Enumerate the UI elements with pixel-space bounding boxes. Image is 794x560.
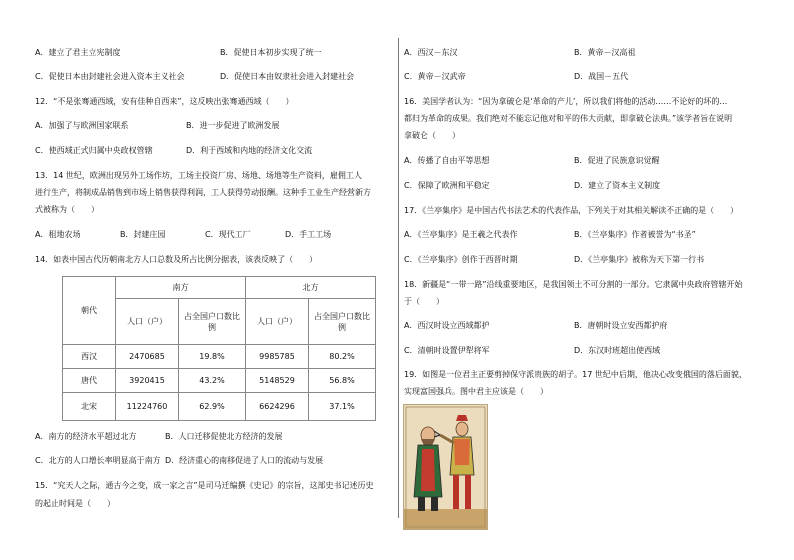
q17-option-a: A．《兰亭集序》是王羲之代表作 bbox=[404, 230, 518, 239]
q18-option-b: B．唐朝时设立安西都护府 bbox=[574, 321, 668, 330]
cell-south-pop: 11224760 bbox=[116, 393, 179, 421]
table-row bbox=[63, 369, 376, 393]
q12-option-b: B．进一步促进了欧洲发展 bbox=[186, 121, 280, 130]
cell-south-ratio: 19.8% bbox=[179, 345, 246, 369]
q11-option-c: C．促使日本由封建社会进入资本主义社会 bbox=[35, 72, 185, 81]
q13-stem-line1: 13．14 世纪，欧洲出现另外工场作坊，工场主投资厂房、场地、场地等生产资料，雇佣工人 bbox=[35, 171, 362, 180]
cell-north-ratio: 80.2% bbox=[309, 345, 376, 369]
table-subheader-south-ratio: 占全国户口数比 例 bbox=[179, 299, 246, 345]
cell-dynasty: 西汉 bbox=[63, 345, 116, 369]
q13-option-d: D．手工工场 bbox=[285, 230, 332, 239]
column-divider bbox=[398, 38, 399, 518]
q11-option-b: B．促使日本初步实现了统一 bbox=[220, 48, 322, 57]
q17-option-b: B．《兰亭集序》作者被誉为“书圣” bbox=[574, 230, 696, 239]
table-header-south: 南方 bbox=[116, 277, 246, 299]
q18-option-a: A．西汉时设立西域都护 bbox=[404, 321, 490, 330]
table-header-dynasty: 朝代 bbox=[63, 277, 116, 345]
cell-south-ratio: 43.2% bbox=[179, 369, 246, 393]
cell-north-pop: 9985785 bbox=[246, 345, 309, 369]
q13-stem-line2: 进行生产，将制成品销售到市场上销售获得利润，工人获得劳动报酬。这种手工业生产经营新方 bbox=[35, 188, 371, 197]
q19-stem-line2: 实现富国强兵。图中君主应该是（ ） bbox=[404, 387, 548, 396]
table-row bbox=[63, 345, 376, 369]
q12-stem: 12．“不是张骞通西域，安有佳种自西来”，这反映出张骞通西域（ ） bbox=[35, 97, 294, 106]
table-subheader-south-pop: 人口（户） bbox=[116, 299, 179, 345]
q17-option-c: C．《兰亭集序》创作于西晋时期 bbox=[404, 255, 518, 264]
table-subheader-north-pop: 人口（户） bbox=[246, 299, 309, 345]
q12-option-d: D．利于西域和内地的经济文化交流 bbox=[186, 146, 313, 155]
q14-option-d: D．经济重心的南移促进了人口的流动与发展 bbox=[165, 456, 324, 465]
cell-north-ratio: 56.8% bbox=[309, 369, 376, 393]
q16-option-a: A．传播了自由平等思想 bbox=[404, 156, 490, 165]
q16-option-b: B．促进了民族意识觉醒 bbox=[574, 156, 660, 165]
q17-option-d: D．《兰亭集序》被称为天下第一行书 bbox=[574, 255, 705, 264]
population-table bbox=[62, 276, 376, 421]
q12-option-c: C．使西域正式归属中央政权管辖 bbox=[35, 146, 153, 155]
q11-option-a: A．建立了君主立宪制度 bbox=[35, 48, 121, 57]
table-subheader-north-ratio: 占全国户口数比 例 bbox=[309, 299, 376, 345]
table-row bbox=[63, 393, 376, 421]
q14-option-c: C．北方的人口增长率明显高于南方 bbox=[35, 456, 161, 465]
q18-stem-line2: 于（ ） bbox=[404, 297, 444, 306]
cell-north-pop: 6624296 bbox=[246, 393, 309, 421]
q13-option-c: C．现代工厂 bbox=[205, 230, 251, 239]
cell-dynasty: 唐代 bbox=[63, 369, 116, 393]
q14-stem: 14．如表中国古代历朝南北方人口总数及所占比例分据表，该表反映了（ ） bbox=[35, 255, 318, 264]
q15-option-b: B．黄帝－汉高祖 bbox=[574, 48, 636, 57]
q15-stem-line2: 的起止时间是（ ） bbox=[35, 499, 115, 508]
q15-option-a: A．西汉－东汉 bbox=[404, 48, 458, 57]
q16-stem-line2: 都归为革命的成果。我们绝对不能忘记他对和平的伟大贡献，即拿破仑法典。”该学者旨在说明 bbox=[404, 114, 733, 123]
q16-stem-line1: 16．美国学者认为：“因为拿破仑是‘革命的产儿’，所以我们将他的活动……不论好的坏的… bbox=[404, 97, 728, 106]
cell-south-ratio: 62.9% bbox=[179, 393, 246, 421]
q13-stem-line3: 式被称为（ ） bbox=[35, 205, 99, 214]
q18-option-c: C．清朝时设置伊犁将军 bbox=[404, 346, 490, 355]
q16-option-c: C．保障了欧洲和平稳定 bbox=[404, 181, 490, 190]
q19-stem-line1: 19．如图是一位君主正要剪掉保守派贵族的胡子。17 世纪中后期，他决心改变俄国的落后面貌， bbox=[404, 370, 747, 379]
q15-stem-line1: 15．“究天人之际，通古今之变，成一家之言”是司马迁编撰《史记》的宗旨，这部史书记述历史 bbox=[35, 481, 374, 490]
q13-option-a: A．租地农场 bbox=[35, 230, 81, 239]
q17-stem: 17．《兰亭集序》是中国古代书法艺术的代表作品，下列关于对其相关解读不正确的是（ ） bbox=[404, 206, 739, 215]
q15-option-d: D．战国－五代 bbox=[574, 72, 629, 81]
q14-option-a: A．南方的经济水平超过北方 bbox=[35, 432, 137, 441]
q13-option-b: B．封建庄园 bbox=[120, 230, 166, 239]
q16-stem-line3: 拿破仑（ ） bbox=[404, 131, 460, 140]
beard-cutting-illustration bbox=[403, 404, 488, 530]
q18-stem-line1: 18．新疆是“一带一路”沿线重要地区，是我国领土不可分割的一部分。它隶属中央政府管辖开始 bbox=[404, 280, 743, 289]
q18-option-d: D．东汉时班超出使西域 bbox=[574, 346, 661, 355]
cell-north-pop: 5148529 bbox=[246, 369, 309, 393]
cell-dynasty: 北宋 bbox=[63, 393, 116, 421]
q15-option-c: C．黄帝－汉武帝 bbox=[404, 72, 466, 81]
table-header-north: 北方 bbox=[246, 277, 376, 299]
q16-option-d: D．建立了资本主义制度 bbox=[574, 181, 661, 190]
q11-option-d: D．促使日本由奴隶社会进入封建社会 bbox=[220, 72, 355, 81]
q12-option-a: A．加强了与欧洲国家联系 bbox=[35, 121, 129, 130]
q14-option-b: B．人口迁移促使北方经济的发展 bbox=[165, 432, 283, 441]
cell-south-pop: 2470685 bbox=[116, 345, 179, 369]
cell-south-pop: 3920415 bbox=[116, 369, 179, 393]
cell-north-ratio: 37.1% bbox=[309, 393, 376, 421]
